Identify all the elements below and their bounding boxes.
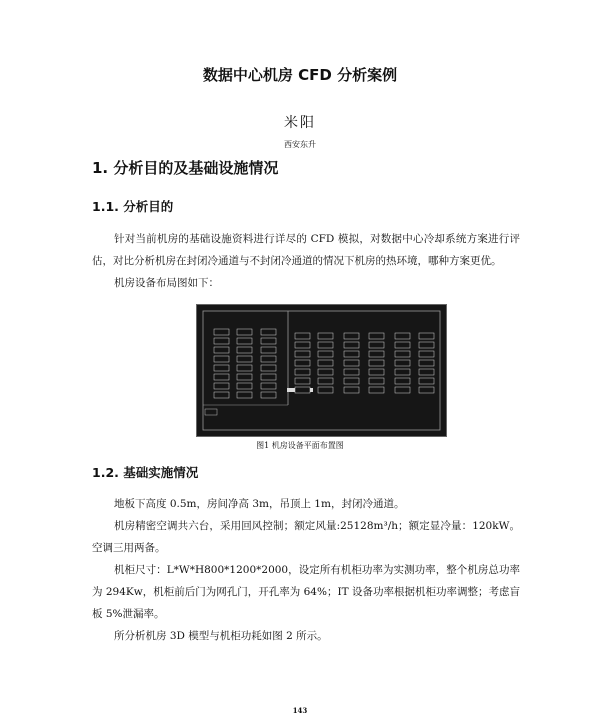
rack-block (295, 387, 310, 393)
rack-block (395, 369, 410, 375)
page-number: 143 (292, 706, 308, 715)
rack-block (261, 365, 276, 371)
rack-block (261, 329, 276, 335)
author-affiliation: 西安东升 (284, 140, 316, 149)
rack-block (261, 347, 276, 353)
rack-block (214, 374, 229, 380)
figure-caption: 图1 机房设备平面布置图 (256, 441, 344, 450)
rack-block (419, 369, 434, 375)
rack-block (214, 356, 229, 362)
section-1-2-heading: 1.2. 基础实施情况 (92, 465, 199, 480)
floor-plan-figure (196, 304, 447, 437)
rack-block (214, 329, 229, 335)
rack-block (369, 378, 384, 384)
rack-block (237, 383, 252, 389)
rack-block (344, 360, 359, 366)
rack-block (237, 356, 252, 362)
rack-block (318, 378, 333, 384)
rack-block (395, 360, 410, 366)
rack-block (318, 369, 333, 375)
rack-block (237, 365, 252, 371)
rack-block (214, 383, 229, 389)
rack-block (237, 338, 252, 344)
rack-block (369, 387, 384, 393)
rack-block (214, 392, 229, 398)
paragraph: 地板下高度 0.5m，房间净高 3m，吊顶上 1m，封闭冷通道。 (114, 498, 405, 510)
rack-block (395, 351, 410, 357)
rack-block (395, 387, 410, 393)
author-name: 米阳 (284, 115, 316, 131)
rack-block (237, 329, 252, 335)
rack-block (295, 351, 310, 357)
rack-block (261, 392, 276, 398)
rack-block (395, 378, 410, 384)
rack-block (419, 342, 434, 348)
rack-block (419, 351, 434, 357)
section-1-2-body (92, 493, 520, 647)
rack-block (318, 387, 333, 393)
rack-block (214, 347, 229, 353)
paragraph: 机房设备布局图如下： (114, 277, 219, 289)
rack-block (344, 387, 359, 393)
rack-block (419, 387, 434, 393)
floor-plan-image (197, 305, 446, 436)
section-1-1-heading: 1.1. 分析目的 (92, 199, 174, 214)
rack-block (295, 342, 310, 348)
rack-block (369, 369, 384, 375)
rack-block (214, 338, 229, 344)
section-1-1-body (92, 228, 520, 294)
rack-block (214, 365, 229, 371)
rack-block (237, 374, 252, 380)
rack-block (261, 338, 276, 344)
rack-block (344, 333, 359, 339)
rack-block (344, 369, 359, 375)
rack-block (318, 342, 333, 348)
rack-block (419, 378, 434, 384)
rack-block (318, 351, 333, 357)
rack-block (369, 351, 384, 357)
rack-block (344, 378, 359, 384)
paragraph: 所分析机房 3D 模型与机柜功耗如图 2 所示。 (114, 630, 328, 642)
paragraph: 针对当前机房的基础设施资料进行详尽的 CFD 模拟，对数据中心冷却系统方案进行评估，对比分析机房在封闭冷通道与不封闭冷通道的情况下机房的热环境，哪种方案更优。 (92, 233, 520, 267)
paragraph: 机房精密空调共六台，采用回风控制；额定风量:25128m³/h；额定显冷量：120kW。空调三用两备。 (92, 520, 520, 554)
rack-block (261, 356, 276, 362)
rack-block (295, 378, 310, 384)
rack-block (369, 360, 384, 366)
rack-block (369, 333, 384, 339)
rack-block (295, 333, 310, 339)
rack-block (419, 360, 434, 366)
rack-block (261, 383, 276, 389)
rack-block (237, 392, 252, 398)
section-1-heading: 1. 分析目的及基础设施情况 (92, 159, 279, 177)
rack-block (318, 360, 333, 366)
rack-block (318, 333, 333, 339)
rack-block (395, 342, 410, 348)
rack-block (261, 374, 276, 380)
rack-block (395, 333, 410, 339)
rack-block (419, 333, 434, 339)
rack-block (295, 360, 310, 366)
rack-block (344, 351, 359, 357)
paragraph: 机柜尺寸：L*W*H800*1200*2000，设定所有机柜功率为实测功率，整个机房总功率为 294Kw，机柜前后门为网孔门，开孔率为 64%；IT 设备功率根据机柜功率调整；考虑盲板 5%泄漏率。 (92, 564, 520, 620)
rack-block (295, 369, 310, 375)
rack-block (369, 342, 384, 348)
rack-block (237, 347, 252, 353)
document-title: 数据中心机房 CFD 分析案例 (202, 66, 398, 84)
rack-block (344, 342, 359, 348)
